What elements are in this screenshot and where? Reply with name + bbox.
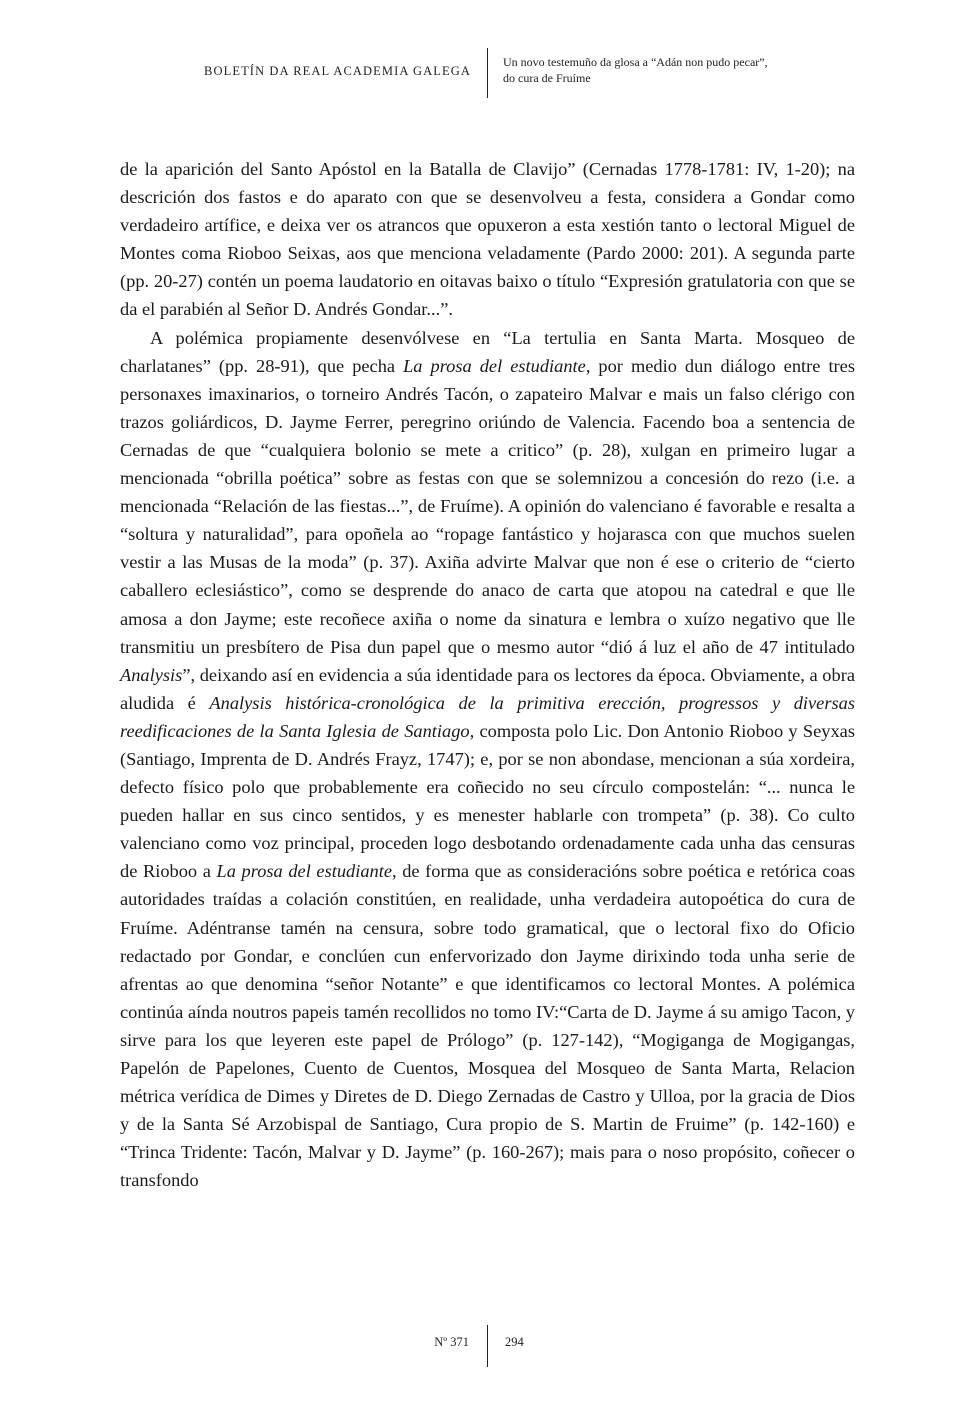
italic-title-prosa: La prosa del estudiante	[403, 355, 586, 376]
paragraph-2	[120, 324, 855, 1195]
article-running-title	[503, 54, 768, 86]
paragraph-2-text-c: , por medio dun diálogo entre tres personaxes imaxinarios, o torneiro Andrés Tacón, o zapateiro Malvar e mais un falso clérigo con trazos goliárdicos, D. Jayme Ferrer, peregrino oriúndo de Valencia. Facendo boa a sentencia de Cernadas de que “cualquiera bolonio se mete a critico” (p. 28), xulgan en primeiro lugar a mencionada “obrilla poética” sobre as festas con que se solemnizou a concesión do rezo (i.e. a mencionada “Relación de las fiestas...”, de Fruíme). A opinión do valenciano é favorable e resalta a “soltura y naturalidad”, para opoñela ao “ropage fantástico y hojarasca con que muchos suelen vestir a las Musas de la moda” (p. 37). Axiña advirte Malvar que non é ese o criterio de “cierto caballero eclesiástico”, como se desprende do anaco de carta que atopou na catedral e que lle amosa a don Jayme; este recoñece axiña o nome da sinatura e lembra o xuízo negativo que lle transmitiu un presbítero de Pisa dun papel que o mesmo autor “dió á luz el año de 47 intitulado	[120, 355, 855, 657]
paragraph-1: de la aparición del Santo Apóstol en la Batalla de Clavijo” (Cernadas 1778-1781: IV, 1-20); na descrición dos fastos e do aparato con que se desenvolveu a festa, considera a Gondar como verdadeiro artífice, e deixa ver os atrancos que opuxeron a esta xestión tanto o lectoral Miguel de Montes coma Rioboo Seixas, aos que menciona veladamente (Pardo 2000: 201). A segunda parte (pp. 20-27) contén un poema laudatorio en oitavas baixo o título “Expresión gratulatoria con que se da el parabién al Señor D. Andrés Gondar...”.	[120, 159, 855, 320]
paragraph-2-text-g: , composta polo Lic. Don Antonio Rioboo y Seyxas (Santiago, Imprenta de D. Andrés Frayz, 1747); e, por se non abondase, mencionan a súa xordeira, defecto físico polo que probablemente era coñecido no seu círculo compostelán: “... nunca le pueden hallar en sus cinco sentidos, y es menester hablarle con trompeta” (p. 38). Co culto valenciano como voz principal, proceden logo desbotando ordenadamente cada unha das censuras de Rioboo a	[120, 720, 855, 882]
italic-title-prosa-2: La prosa del estudiante	[216, 861, 393, 882]
journal-title: BOLETÍN DA REAL ACADEMIA GALEGA	[204, 64, 471, 78]
paragraph-2-text-e: ”, deixando así en evidencia a súa identidade para os lectores da época. Obviamente, a obra aludida é	[120, 664, 855, 713]
issue-number: Nº 371	[434, 1335, 469, 1349]
header-divider	[487, 48, 488, 98]
article-title-line-1: Un novo testemuño da glosa a “Adán non pudo pecar”,	[503, 55, 768, 69]
page-number: 294	[505, 1335, 524, 1349]
paragraph-2-text-a: A polémica propiamente desenvólvese en “La tertulia en Santa Marta. Mosqueo de charlatanes” (pp. 28-91), que pecha	[120, 327, 855, 376]
body-text	[120, 155, 855, 1194]
footer-divider	[487, 1325, 488, 1367]
italic-title-analysis: Analysis	[120, 664, 183, 685]
italic-title-analysis-full: Analysis histórica-cronológica de la primitiva erección, progressos y diversas reedificaciones de la Santa Iglesia de Santiago	[120, 692, 855, 741]
article-title-line-2: do cura de Fruíme	[503, 71, 591, 85]
paragraph-2-text-i: , de forma que as consideracións sobre poética e retórica coas autoridades traídas a colación constitúen, en realidade, unha verdadeira autopoética do cura de Fruíme. Adéntranse tamén na censura, sobre todo gramatical, que o lectoral fixo do Oficio redactado por Gondar, e conclúen cun enfervorizado don Jayme dirixindo toda unha serie de afrentas ao que denomina “señor Notante” e que identificamos co lectoral Montes. A polémica continúa aínda noutros papeis tamén recollidos no tomo IV:“Carta de D. Jayme á su amigo Tacon, y sirve para los que leyeren este papel de Prólogo” (p. 127-142), “Mogiganga de Mogigangas, Papelón de Papelones, Cuento de Cuentos, Mosquea del Mosqueo de Santa Marta, Relacion métrica verídica de Dimes y Diretes de D. Diego Zernadas de Castro y Ulloa, por la gracia de Dios y de la Santa Sé Arzobispal de Santiago, Cura propio de S. Martin de Fruime” (p. 142-160) e “Trinca Tridente: Tacón, Malvar y D. Jayme” (p. 160-267); mais para o noso propósito, coñecer o transfondo	[120, 861, 855, 1191]
